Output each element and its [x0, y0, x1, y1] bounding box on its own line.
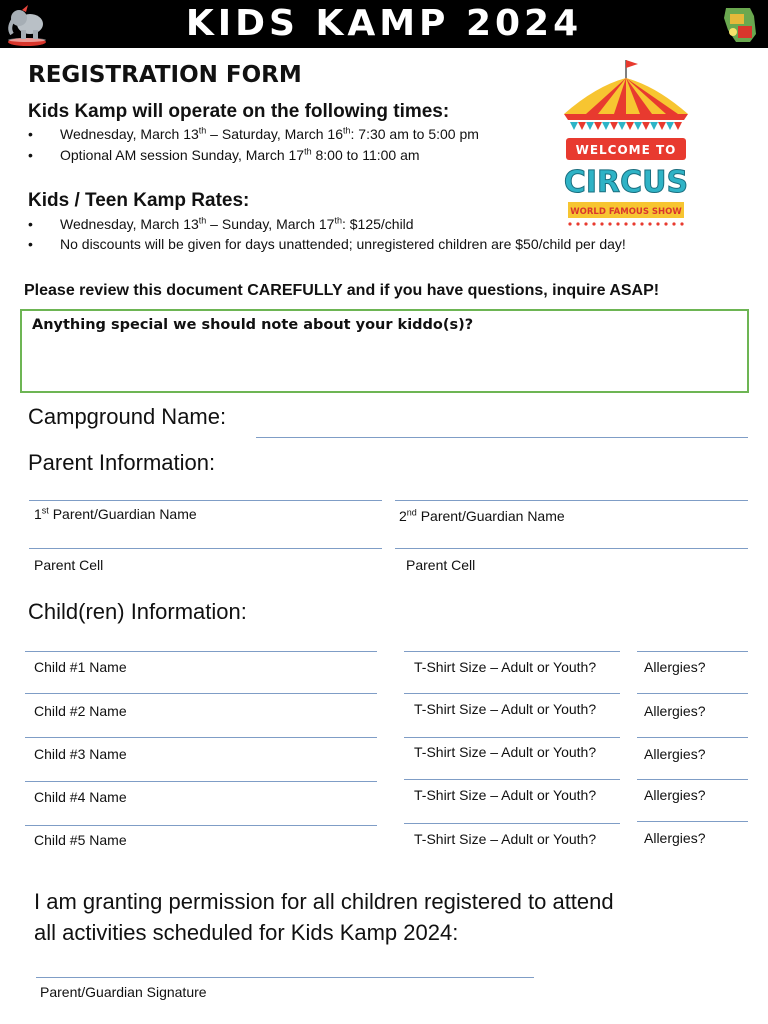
header-bar [0, 0, 768, 48]
child-shirt-label: T-Shirt Size – Adult or Youth? [414, 701, 597, 717]
child2-allergies-field[interactable] [637, 693, 748, 694]
child-allergies-label: Allergies? [644, 659, 706, 675]
children-info-label: Child(ren) Information: [28, 599, 247, 624]
permission-statement [34, 886, 614, 948]
ordinal-suffix: th [198, 215, 207, 226]
parent2-name-label [399, 508, 565, 524]
header-title: KIDS KAMP 2024 [185, 3, 583, 44]
child4-allergies-field[interactable] [637, 779, 748, 780]
rates-item-text: : $125/child [341, 216, 414, 232]
child-name-label: Child #3 Name [34, 746, 127, 762]
parent1-name-number: 1 [34, 506, 42, 522]
circus-logo [556, 56, 696, 232]
review-note: Please review this document CAREFULLY and if you have questions, inquire ASAP! [24, 282, 660, 299]
logo-line1: WELCOME TO [575, 143, 677, 157]
child-allergies-label: Allergies? [644, 703, 706, 719]
times-item-text: : 7:30 am to 5:00 pm [350, 126, 479, 142]
times-item-text: Optional AM session Sunday, March 17 [60, 147, 305, 163]
parent1-name-field[interactable] [29, 500, 382, 501]
parent2-name-number: 2 [399, 508, 407, 524]
permission-line: all activities scheduled for Kids Kamp 2024: [34, 920, 459, 945]
parent2-name-text: Parent/Guardian Name [416, 508, 565, 524]
form-title: REGISTRATION FORM [28, 62, 302, 88]
campground-field[interactable] [256, 437, 748, 438]
ordinal-suffix: th [343, 125, 351, 136]
child-name-label: Child #2 Name [34, 703, 127, 719]
rates-item [28, 216, 548, 234]
parent2-cell-label: Parent Cell [406, 557, 476, 573]
child2-name-field[interactable] [25, 693, 377, 694]
ordinal-suffix: nd [406, 507, 417, 518]
times-item-text: – Saturday, March 16 [206, 126, 343, 142]
child1-allergies-field[interactable] [637, 651, 748, 652]
signature-label: Parent/Guardian Signature [40, 984, 207, 1000]
rates-item-text: Wednesday, March 13 [60, 216, 199, 232]
child5-name-field[interactable] [25, 825, 377, 826]
child-shirt-label: T-Shirt Size – Adult or Youth? [414, 744, 597, 760]
campground-label: Campground Name: [28, 404, 227, 429]
child2-shirt-field[interactable] [404, 693, 620, 694]
child3-name-field[interactable] [25, 737, 377, 738]
child-shirt-label: T-Shirt Size – Adult or Youth? [414, 831, 597, 847]
child5-allergies-field[interactable] [637, 821, 748, 822]
times-item-text: 8:00 to 11:00 am [311, 147, 420, 163]
kamp-logo-icon [720, 4, 762, 46]
logo-line2: CIRCUS [563, 165, 689, 200]
logo-line3: WORLD FAMOUS SHOW [570, 207, 682, 217]
ordinal-suffix: th [198, 125, 207, 136]
parent1-name-label [34, 506, 197, 522]
child5-shirt-field[interactable] [404, 823, 620, 824]
parent1-name-text: Parent/Guardian Name [48, 506, 197, 522]
bullet: • [28, 126, 33, 142]
parent2-name-field[interactable] [395, 500, 748, 501]
child3-allergies-field[interactable] [637, 737, 748, 738]
child-shirt-label: T-Shirt Size – Adult or Youth? [414, 659, 597, 675]
child-shirt-label: T-Shirt Size – Adult or Youth? [414, 787, 597, 803]
parent2-cell-field[interactable] [395, 548, 748, 549]
ordinal-suffix: th [334, 215, 342, 226]
child-name-label: Child #5 Name [34, 832, 127, 848]
child-name-label: Child #4 Name [34, 789, 127, 805]
child-name-label: Child #1 Name [34, 659, 127, 675]
child1-name-field[interactable] [25, 651, 377, 652]
special-notes-field[interactable] [20, 309, 749, 393]
ordinal-suffix: st [41, 505, 49, 516]
times-item [28, 147, 548, 165]
ordinal-suffix: th [304, 146, 312, 157]
parent-info-label: Parent Information: [28, 450, 216, 475]
signature-field[interactable] [36, 977, 534, 978]
bullet: • [28, 147, 33, 163]
rates-item [28, 236, 748, 254]
rates-item-text: No discounts will be given for days unattended; unregistered children are $50/child per day! [60, 236, 626, 252]
child4-shirt-field[interactable] [404, 779, 620, 780]
child-allergies-label: Allergies? [644, 787, 706, 803]
rates-item-text: – Sunday, March 17 [206, 216, 335, 232]
parent1-cell-field[interactable] [29, 548, 382, 549]
child3-shirt-field[interactable] [404, 737, 620, 738]
bullet: • [28, 236, 33, 252]
times-item [28, 126, 548, 144]
bullet: • [28, 216, 33, 232]
times-item-text: Wednesday, March 13 [60, 126, 199, 142]
child1-shirt-field[interactable] [404, 651, 620, 652]
child-allergies-label: Allergies? [644, 746, 706, 762]
rates-heading: Kids / Teen Kamp Rates: [28, 190, 250, 211]
child4-name-field[interactable] [25, 781, 377, 782]
parent1-cell-label: Parent Cell [34, 557, 104, 573]
permission-line: I am granting permission for all children registered to attend [34, 889, 614, 914]
child-allergies-label: Allergies? [644, 830, 706, 846]
times-heading: Kids Kamp will operate on the following times: [28, 101, 450, 122]
special-notes-question: Anything special we should note about your kiddo(s)? [32, 317, 474, 333]
